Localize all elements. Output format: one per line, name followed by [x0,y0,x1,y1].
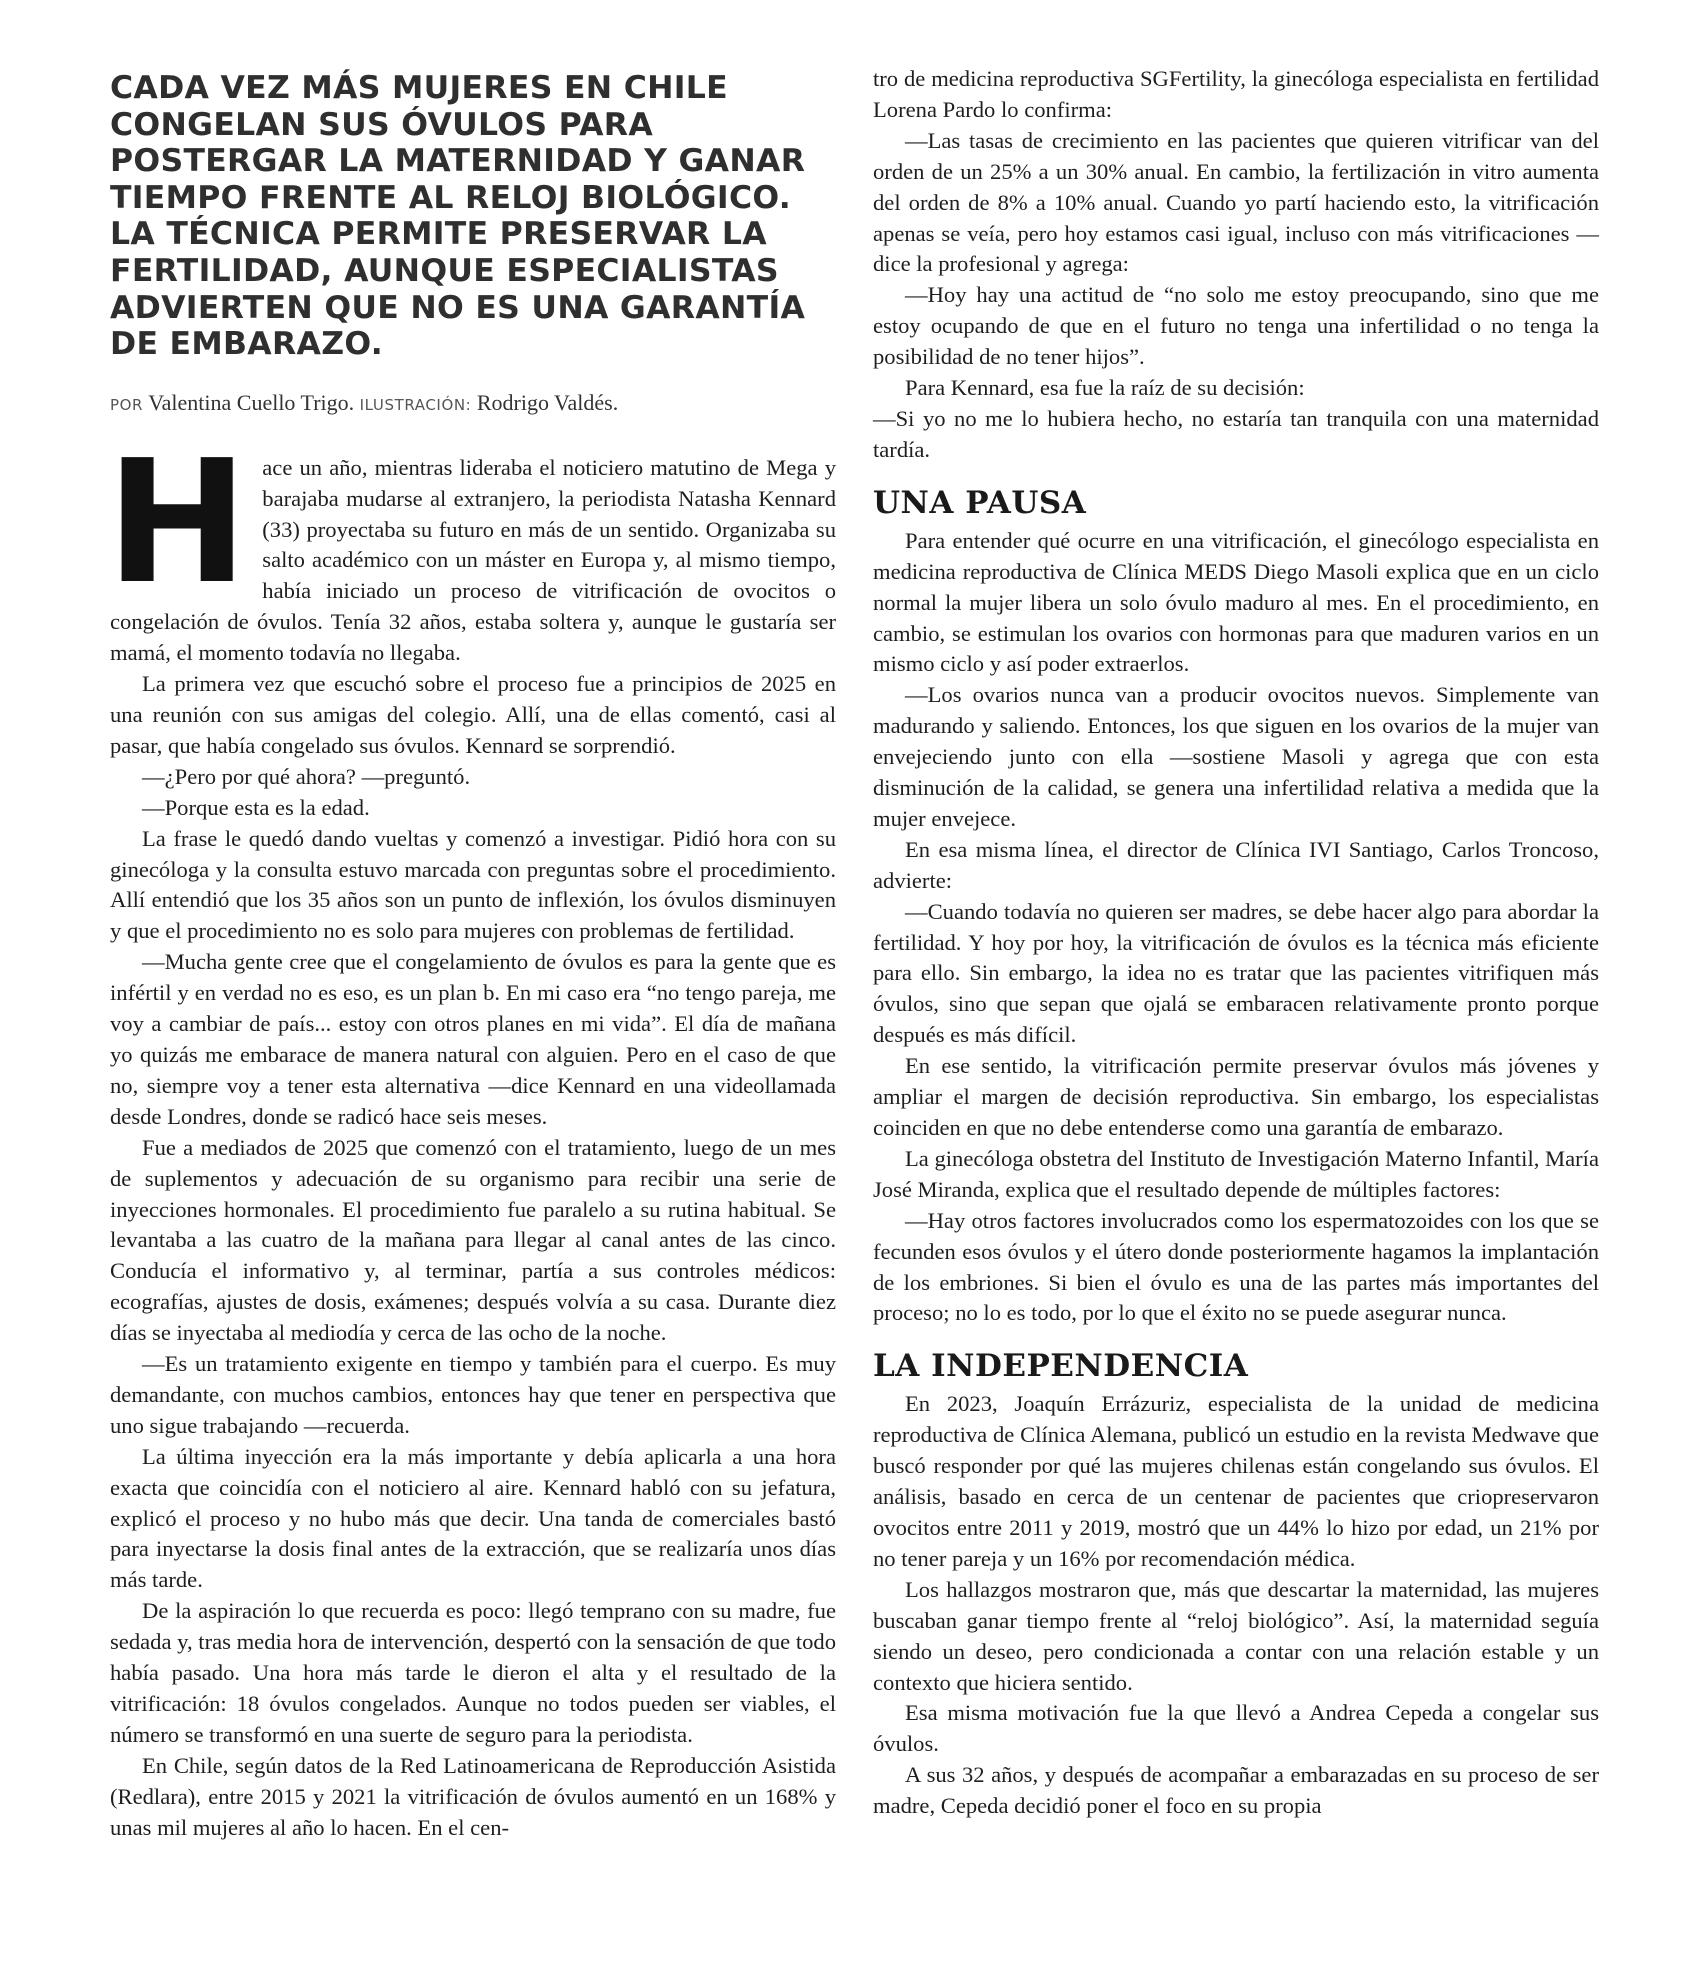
paragraph: Para Kennard, esa fue la raíz de su decisión: [905,375,1305,401]
illustrator-name: Rodrigo Valdés. [476,389,619,415]
paragraph: —Hoy hay una actitud de “no solo me estoy preocupando, sino que me estoy ocupando de que en el futuro no tenga una infertilidad o no tenga la posibilidad de no tener hijos”. [873,282,1599,370]
paragraph: tro de medicina reproductiva SGFertility, la ginecóloga especialista en fertilidad Lorena Pardo lo confirma: [873,66,1599,122]
paragraph [106,423,836,669]
article-body-right [873,64,1599,1822]
section-heading-la-independencia: LA INDEPENDENCIA [873,1348,1249,1385]
paragraph: —Los ovarios nunca van a producir ovocitos nuevos. Simplemente van madurando y saliendo. Entonces, los que siguen en los ovarios de la mujer van envejeciendo junto con ella —sostiene Masoli y agrega que con esta disminución de la calidad, se genera una infertilidad relativa a medida que la mujer envejece. [873,682,1599,831]
drop-cap: H [106,423,249,622]
author-name: Valentina Cuello Trigo. [148,389,355,415]
paragraph: —Es un tratamiento exigente en tiempo y también para el cuerpo. Es muy demandante, con muchos cambios, entonces hay que tener en perspectiva que uno sigue trabajando —recuerda. [110,1351,836,1438]
paragraph: A sus 32 años, y después de acompañar a embarazadas en su proceso de ser madre, Cepeda decidió poner el foco en su propia [873,1762,1599,1819]
paragraph: En Chile, según datos de la Red Latinoamericana de Reproducción Asistida (Redlara), entre 2015 y 2021 la vitrificación de óvulos aumentó en un 168% y unas mil mujeres al año lo hacen. En el cen- [110,1752,836,1840]
left-column [106,0,836,1844]
right-column [873,0,1599,1822]
paragraph: La última inyección era la más importante y debía aplicarla a una hora exacta que coincidía con el noticiero al aire. Kennard habló con su jefatura, explicó el proceso y no hubo más que decir. Una tanda de comerciales bastó para inyectarse la dosis final antes de la extracción, que se realizaría unos días más tarde. [110,1443,836,1593]
paragraph: —Las tasas de crecimiento en las pacientes que quieren vitrificar van del orden de un 25% a un 30% anual. En cambio, la fertilización in vitro aumenta del orden de 8% a 10% anual. Cuando yo partí haciendo esto, la vitrificación apenas se veía, pero hoy estamos casi igual, incluso con más vitrificaciones —dice la profesional y agrega: [873,127,1599,277]
byline [110,389,836,419]
byline-label: POR [110,395,144,414]
paragraph: En esa misma línea, el director de Clínica IVI Santiago, Carlos Troncoso, advierte: [873,836,1599,893]
paragraph: —Cuando todavía no quieren ser madres, se debe hacer algo para abordar la fertilidad. Y hoy por hoy, la vitrificación de óvulos es la técnica más eficiente para ello. Sin embargo, la idea no es tratar que las pacientes vitrifiquen más óvulos, sino que sepan que ojalá se embaracen relativamente pronto porque después es más difícil. [873,898,1599,1048]
paragraph: La frase le quedó dando vueltas y comenzó a investigar. Pidió hora con su ginecóloga y la consulta estuvo marcada con preguntas sobre el procedimiento. Allí entendió que los 35 años son un punto de inflexión, los óvulos disminuyen y que el procedimiento no es solo para mujeres con problemas de fertilidad. [110,825,836,944]
article-body-left [106,423,836,1844]
paragraph-text: ace un año, mientras lideraba el noticiero matutino de Mega y barajaba mudarse al extranjero, la periodista Natasha Kennard (33) proyectaba su futuro en más de un sentido. Organizaba su salto académico con un máster en Europa y, al mismo tiempo, había iniciado un proceso de vitrificación de ovocitos o congelación de óvulos. Tenía 32 años, estaba soltera y, aunque le gustaría ser mamá, el momento todavía no llegaba. [110,454,836,666]
paragraph: Los hallazgos mostraron que, más que descartar la maternidad, las mujeres buscaban ganar tiempo frente al “reloj biológico”. Así, la maternidad seguía siendo un deseo, pero condicionada a contar con una relación estable y un contexto que hiciera sentido. [873,1576,1599,1695]
paragraph: Esa misma motivación fue la que llevó a Andrea Cepeda a congelar sus óvulos. [873,1700,1599,1757]
paragraph: Fue a mediados de 2025 que comenzó con el tratamiento, luego de un mes de suplementos y adecuación de su organismo para recibir una serie de inyecciones hormonales. El procedimiento fue paralelo a su rutina habitual. Se levantaba a las cuatro de la mañana para llegar al canal antes de las cinco. Conducía el informativo y, al terminar, partía a sus controles médicos: ecografías, ajustes de dosis, exámenes; después volvía a su casa. Durante diez días se inyectaba al mediodía y cerca de las ocho de la noche. [110,1134,836,1346]
paragraph: —Mucha gente cree que el congelamiento de óvulos es para la gente que es infértil y en verdad no es eso, es un plan b. En mi caso era “no tengo pareja, me voy a cambiar de país... estoy con otros planes en mi vida”. El día de mañana yo quizás me embarace de manera natural con alguien. Pero en el caso de que no, siempre voy a tener esta alternativa —dice Kennard en una videollamada desde Londres, donde se radicó hace seis meses. [110,949,836,1129]
paragraph: En ese sentido, la vitrificación permite preservar óvulos más jóvenes y ampliar el margen de decisión reproductiva. Sin embargo, los especialistas coinciden en que no debe entenderse como una garantía de embarazo. [873,1053,1599,1140]
paragraph: —Hay otros factores involucrados como los espermatozoides con los que se fecunden esos óvulos y el útero donde posteriormente hagamos la implantación de los embriones. Si bien el óvulo es una de las partes más importantes del proceso; no lo es todo, por lo que el éxito no se puede asegurar nunca. [873,1207,1599,1326]
article-dek: CADA VEZ MÁS MUJERES EN CHILE CONGELAN SUS ÓVULOS PARA POSTERGAR LA MATERNIDAD Y GANAR TIEMPO FRENTE AL RELOJ BIOLÓGICO. LA TÉCNICA PERMITE PRESERVAR LA FERTILIDAD, AUNQUE ESPECIALISTAS ADVIERTEN QUE NO ES UNA GARANTÍA DE EMBARAZO. [110,70,806,363]
paragraph: Para entender qué ocurre en una vitrificación, el ginecólogo especialista en medicina reproductiva de Clínica MEDS Diego Masoli explica que en un ciclo normal la mujer libera un solo óvulo maduro al mes. En el procedimiento, en cambio, se estimulan los ovarios con hormonas para que maduren varios en un mismo ciclo y así poder extraerlos. [873,527,1599,677]
section-heading-una-pausa: UNA PAUSA [873,484,1087,521]
paragraph: —Porque esta es la edad. [142,794,370,820]
paragraph: De la aspiración lo que recuerda es poco: llegó temprano con su madre, fue sedada y, tras media hora de intervención, despertó con la sensación de que todo había pasado. Una hora más tarde le dieron el alta y el resultado de la vitrificación: 18 óvulos congelados. Aunque no todos pueden ser viables, el número se transformó en una suerte de seguro para la periodista. [110,1598,836,1747]
illustration-label: ILUSTRACIÓN: [359,395,472,414]
paragraph: —¿Pero por qué ahora? —preguntó. [142,763,471,789]
paragraph: La primera vez que escuchó sobre el proceso fue a principios de 2025 en una reunión con sus amigas del colegio. Allí, una de ellas comentó, casi al pasar, que había congelado sus óvulos. Kennard se sorprendió. [110,671,836,758]
paragraph: La ginecóloga obstetra del Instituto de Investigación Materno Infantil, María José Miranda, explica que el resultado depende de múltiples factores: [873,1145,1599,1202]
paragraph: —Si yo no me lo hubiera hecho, no estaría tan tranquila con una maternidad tardía. [873,405,1599,462]
paragraph: En 2023, Joaquín Errázuriz, especialista de la unidad de medicina reproductiva de Clínica Alemana, publicó un estudio en la revista Medwave que buscó responder por qué las mujeres chilenas están congelando sus óvulos. El análisis, basado en cerca de un centenar de pacientes que criopreservaron ovocitos entre 2011 y 2019, mostró que un 44% lo hizo por edad, un 21% por no tener pareja y un 16% por recomendación médica. [873,1391,1599,1571]
